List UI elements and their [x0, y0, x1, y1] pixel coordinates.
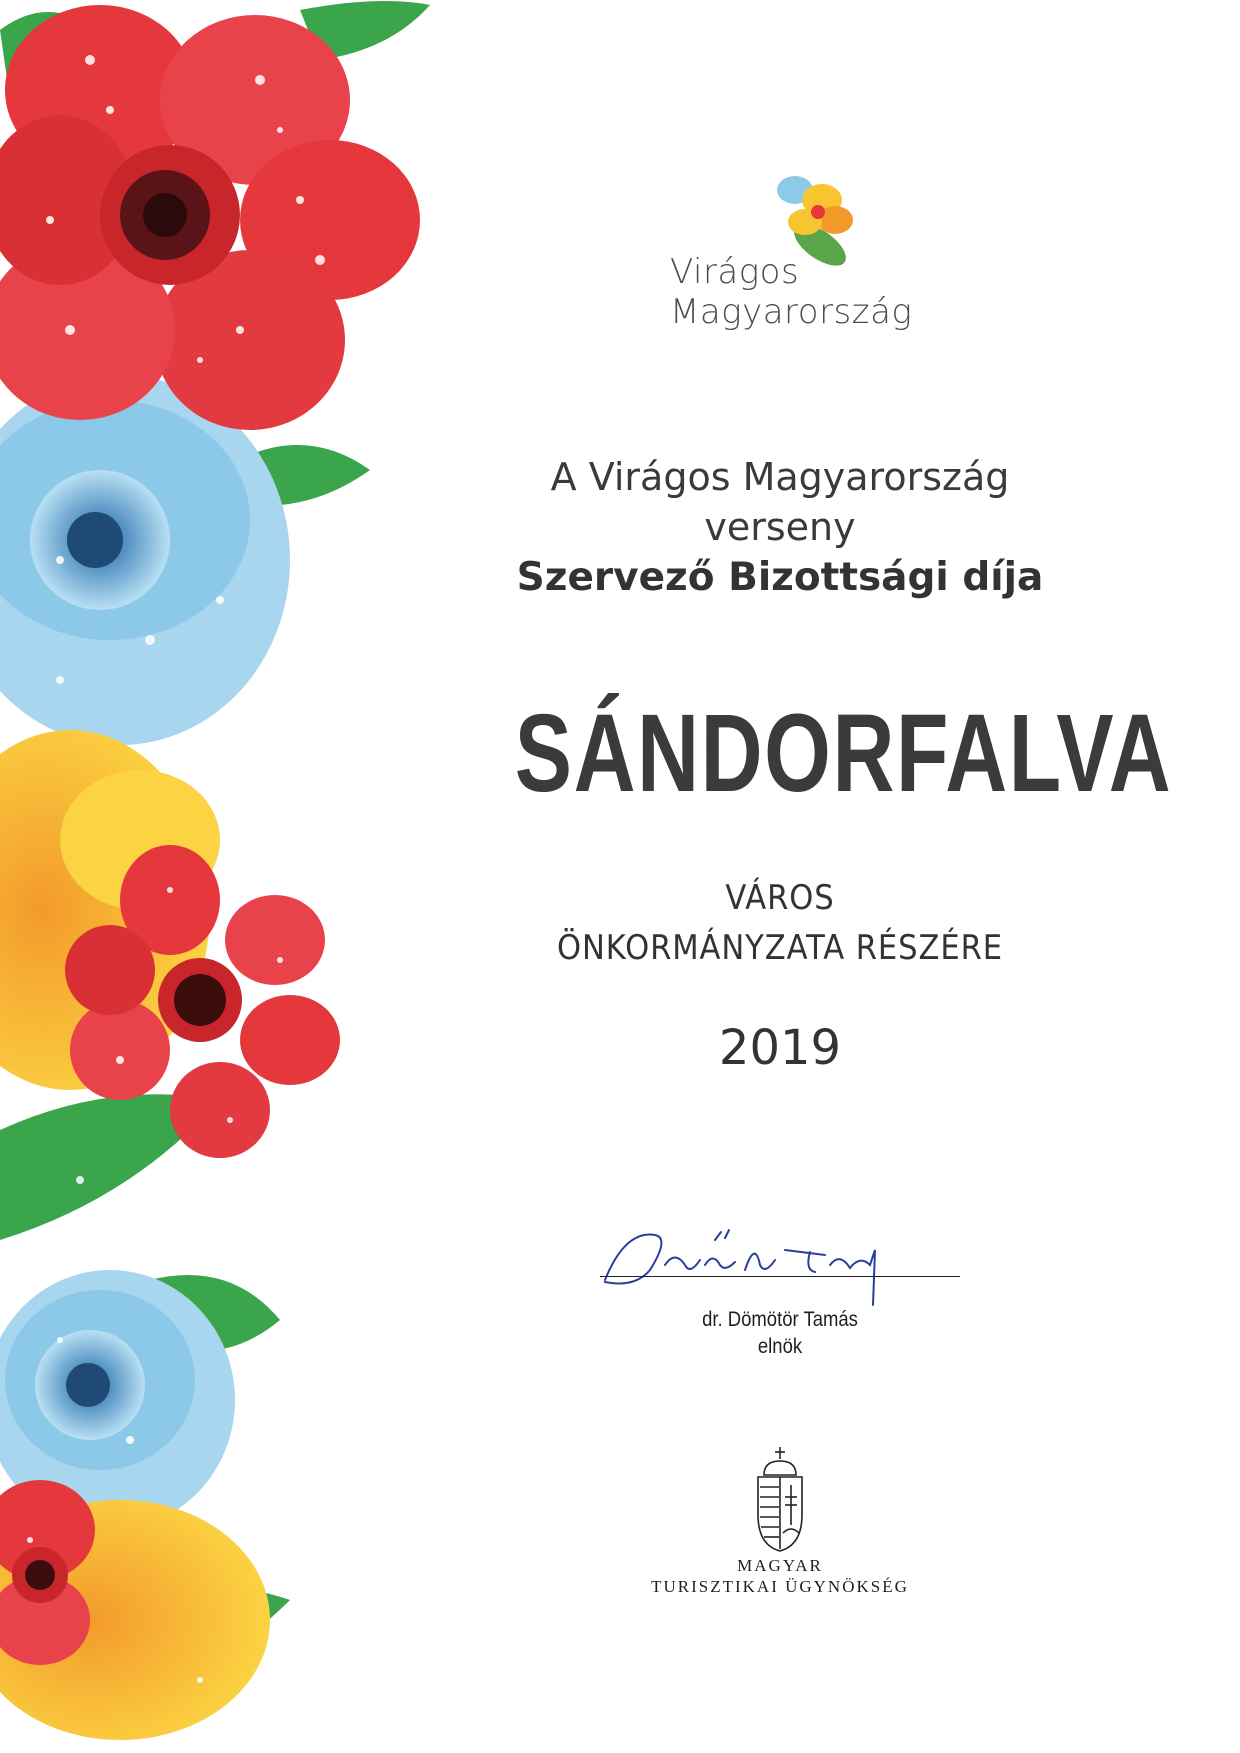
award-title: Szervező Bizottsági díja: [516, 555, 1044, 600]
signature-line: [600, 1276, 960, 1277]
viragos-magyarorszag-logo: [660, 170, 920, 340]
floral-border-illustration: [0, 0, 440, 1753]
award-year: 2019: [718, 1020, 842, 1076]
recipient-line1: VÁROS: [725, 878, 835, 918]
intro-line2: verseny: [704, 505, 856, 549]
logo-text-line1: Virágos: [670, 252, 800, 292]
signatory-title: elnök: [757, 1335, 803, 1358]
hungarian-coat-of-arms-icon: [752, 1445, 808, 1555]
recipient-city: SÁNDORFALVA: [514, 692, 1173, 815]
recipient-line2: ÖNKORMÁNYZATA RÉSZÉRE: [557, 928, 1003, 968]
agency-name-line1: MAGYAR: [737, 1556, 823, 1575]
signatory-name: dr. Dömötör Tamás: [702, 1308, 858, 1331]
agency-name-line2: TURISZTIKAI ÜGYNÖKSÉG: [651, 1577, 909, 1596]
logo-text-line2: Magyarország: [670, 292, 913, 332]
intro-line1: A Virágos Magyarország: [550, 455, 1010, 499]
